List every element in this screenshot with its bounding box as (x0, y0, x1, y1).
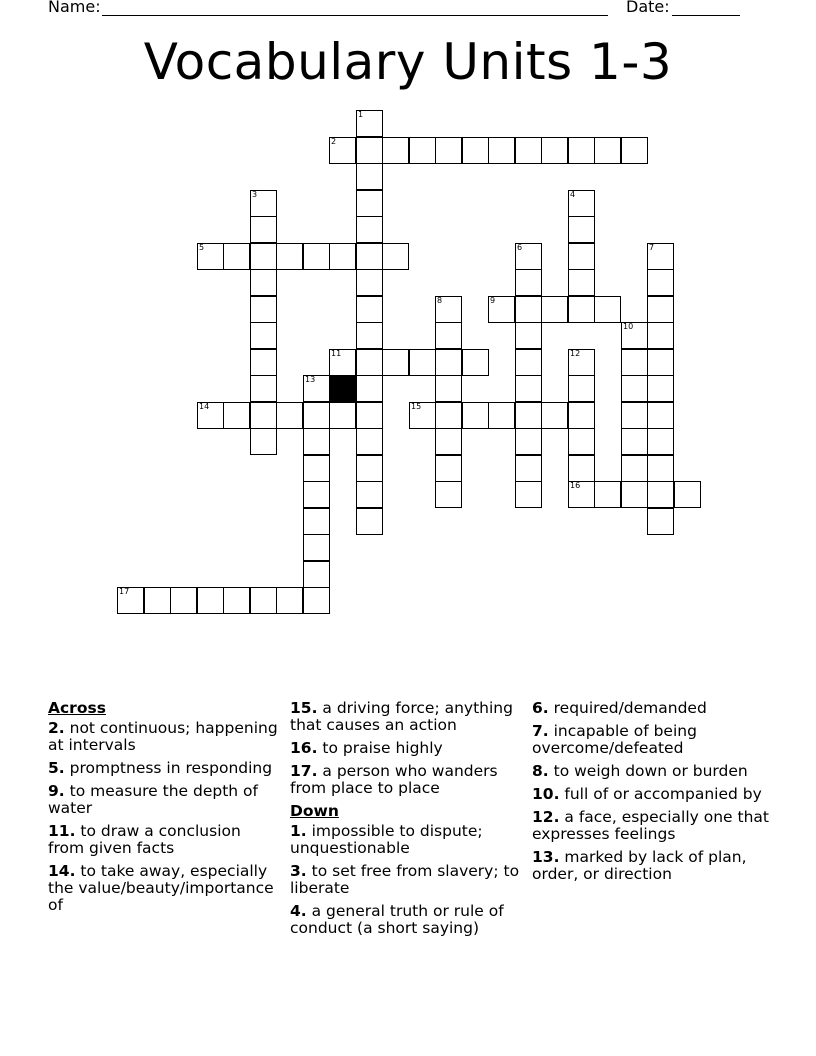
clue-number-label: 3 (252, 190, 258, 199)
clue-number: 7. (532, 722, 549, 740)
clue-item (48, 863, 280, 914)
clue-item (290, 823, 526, 857)
clue-number-label: 2 (331, 137, 337, 146)
clue-number-label: 11 (331, 349, 342, 358)
clue-item (532, 849, 772, 883)
name-label: Name: (48, 0, 101, 16)
clue-number: 10. (532, 785, 560, 803)
clue-item (532, 786, 772, 803)
clue-number: 12. (532, 808, 560, 826)
clue-text: promptness in responding (69, 759, 273, 777)
clue-number-label: 12 (570, 349, 581, 358)
clue-item (532, 723, 772, 757)
clue-text: to measure the depth of water (48, 782, 258, 817)
clue-text: impossible to dispute; unquestionable (290, 822, 483, 857)
clue-number-label: 13 (305, 375, 316, 384)
clue-number-label: 15 (411, 402, 422, 411)
clue-number-label: 1 (358, 110, 364, 119)
clue-number-label: 6 (517, 243, 523, 252)
clue-item (48, 760, 280, 777)
down-heading: Down (290, 802, 339, 820)
clue-item (290, 700, 526, 734)
clue-text: to praise highly (322, 739, 443, 757)
clue-number: 6. (532, 699, 549, 717)
clue-number-label: 4 (570, 190, 576, 199)
clue-text: to draw a conclusion from given facts (48, 822, 241, 857)
clue-text: to weigh down or burden (553, 762, 748, 780)
clue-number-label: 7 (649, 243, 655, 252)
clue-number: 14. (48, 862, 76, 880)
clue-number: 15. (290, 699, 318, 717)
page-title: Vocabulary Units 1-3 (143, 33, 673, 91)
clue-item (532, 700, 772, 717)
clue-number-label: 9 (490, 296, 496, 305)
clue-number: 13. (532, 848, 560, 866)
clue-text: incapable of being overcome/defeated (532, 722, 697, 757)
clue-item (532, 809, 772, 843)
clue-number-label: 10 (623, 322, 634, 331)
clue-number: 16. (290, 739, 318, 757)
clue-item (48, 720, 280, 754)
clue-text: not continuous; happening at intervals (48, 719, 278, 754)
clue-item (290, 863, 526, 897)
clue-item (290, 903, 526, 937)
across-heading: Across (48, 699, 106, 717)
clue-number: 9. (48, 782, 65, 800)
clue-text: to set free from slavery; to liberate (290, 862, 520, 897)
clue-text: a driving force; anything that causes an action (290, 699, 513, 734)
clue-number: 17. (290, 762, 318, 780)
clue-text: a face, especially one that expresses feelings (532, 808, 769, 843)
clue-number: 8. (532, 762, 549, 780)
clue-number-label: 17 (119, 587, 130, 596)
clue-text: to take away, especially the value/beauty/importance of (48, 862, 274, 914)
clue-text: required/demanded (553, 699, 707, 717)
clue-item (532, 763, 772, 780)
clue-number: 11. (48, 822, 76, 840)
clue-number-label: 5 (199, 243, 205, 252)
clue-column-3 (532, 700, 772, 889)
clue-number: 3. (290, 862, 307, 880)
clue-number: 2. (48, 719, 65, 737)
clue-item (290, 763, 526, 797)
clue-number-label: 8 (437, 296, 443, 305)
clue-number: 1. (290, 822, 307, 840)
clue-number: 5. (48, 759, 65, 777)
date-label: Date: (626, 0, 670, 16)
clue-item (48, 823, 280, 857)
clue-column-1 (48, 700, 280, 920)
clue-column-2 (290, 700, 526, 943)
clue-number-label: 14 (199, 402, 210, 411)
clue-number: 4. (290, 902, 307, 920)
clue-item (290, 740, 526, 757)
clue-text: full of or accompanied by (564, 785, 762, 803)
clue-item (48, 783, 280, 817)
clue-text: a person who wanders from place to place (290, 762, 498, 797)
clue-text: marked by lack of plan, order, or direction (532, 848, 747, 883)
clue-number-label: 16 (570, 481, 581, 490)
clue-text: a general truth or rule of conduct (a short saying) (290, 902, 504, 937)
